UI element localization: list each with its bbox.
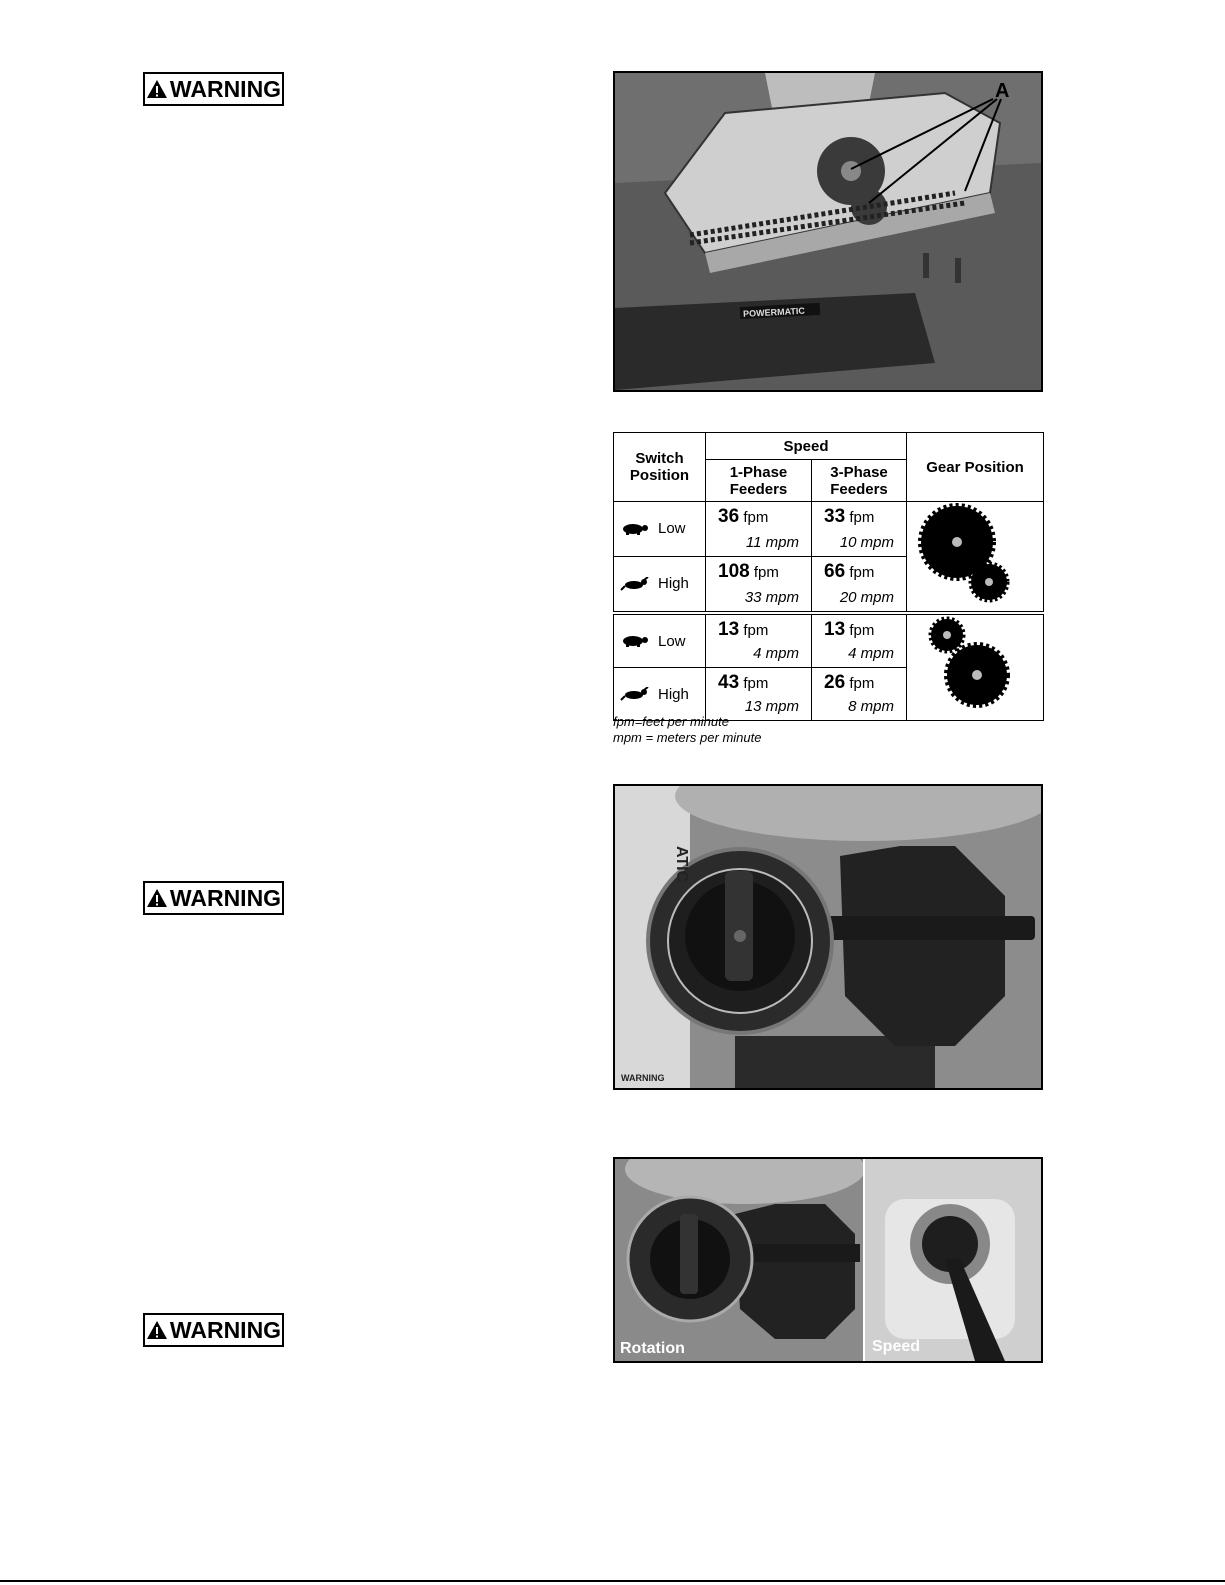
fpm-unit: fpm	[849, 622, 875, 639]
gear-position-header: Gear Position	[907, 433, 1044, 502]
fpm-value: 43	[718, 672, 740, 693]
callout-a: A	[995, 80, 1010, 102]
fpm-value: 66	[824, 560, 846, 582]
warning-triangle-icon	[146, 79, 168, 99]
fpm-value: 26	[824, 672, 846, 693]
fpm-unit: fpm	[743, 675, 769, 692]
fpm-value: 13	[824, 619, 846, 640]
fpm-value: 13	[718, 619, 740, 640]
switch-label: Low	[658, 520, 686, 538]
fpm-unit: fpm	[849, 509, 875, 526]
mpm-value: 20 mpm	[839, 589, 895, 606]
footnote-mpm: mpm = meters per minute	[613, 730, 762, 745]
fpm-unit: fpm	[849, 675, 875, 692]
rabbit-icon	[620, 577, 650, 591]
mpm-value: 13 mpm	[744, 698, 799, 715]
page-bottom-rule	[0, 1580, 1225, 1582]
warning-text: WARNING	[169, 75, 282, 102]
fpm-value: 36	[718, 506, 740, 527]
table-row	[614, 502, 1044, 557]
fpm-unit: fpm	[753, 563, 779, 581]
warning-label	[143, 72, 284, 106]
speed-caption: Speed	[872, 1338, 921, 1355]
warning-label	[143, 1313, 284, 1347]
switch-label: Low	[658, 632, 686, 650]
three-phase-header: 3-Phase Feeders	[812, 460, 907, 502]
speed-table	[613, 432, 1044, 721]
rabbit-icon	[620, 687, 650, 701]
warning-triangle-icon	[146, 888, 168, 908]
fpm-value: 33	[824, 506, 846, 527]
speed-header: Speed	[706, 433, 907, 460]
warning-triangle-icon	[146, 1320, 168, 1340]
fpm-unit: fpm	[849, 563, 875, 581]
gear-position-large-top-icon	[907, 502, 1042, 606]
warning-text: WARNING	[169, 1316, 282, 1343]
footnote-fpm: fpm=feet per minute	[613, 714, 729, 729]
fpm-unit: fpm	[743, 509, 769, 526]
warning-text: WARNING	[169, 884, 282, 911]
switch-label: High	[658, 685, 689, 703]
switch-position-header: Switch Position	[614, 433, 706, 502]
gear-position-small-top-icon	[907, 615, 1042, 715]
warning-sticker: WARNING	[621, 1073, 665, 1083]
brand-logo: POWERMATIC	[742, 305, 806, 319]
mpm-value: 10 mpm	[839, 533, 895, 551]
mpm-value: 33 mpm	[744, 589, 799, 606]
rotation-caption: Rotation	[620, 1340, 685, 1357]
brand-label-fragment: ATIC	[673, 846, 690, 883]
mpm-value: 4 mpm	[848, 645, 895, 662]
fpm-unit: fpm	[743, 622, 769, 639]
controls-photo	[613, 1157, 1043, 1363]
mpm-value: 11 mpm	[745, 533, 799, 551]
table-row	[614, 613, 1044, 668]
mpm-value: 4 mpm	[753, 645, 799, 662]
switch-photo	[613, 784, 1043, 1090]
switch-label: High	[658, 575, 689, 593]
gearbox-photo	[613, 71, 1043, 392]
one-phase-header: 1-Phase Feeders	[706, 460, 812, 502]
turtle-icon	[620, 634, 650, 648]
turtle-icon	[620, 522, 650, 536]
warning-label	[143, 881, 284, 915]
fpm-value: 108	[718, 560, 750, 582]
mpm-value: 8 mpm	[848, 698, 895, 715]
